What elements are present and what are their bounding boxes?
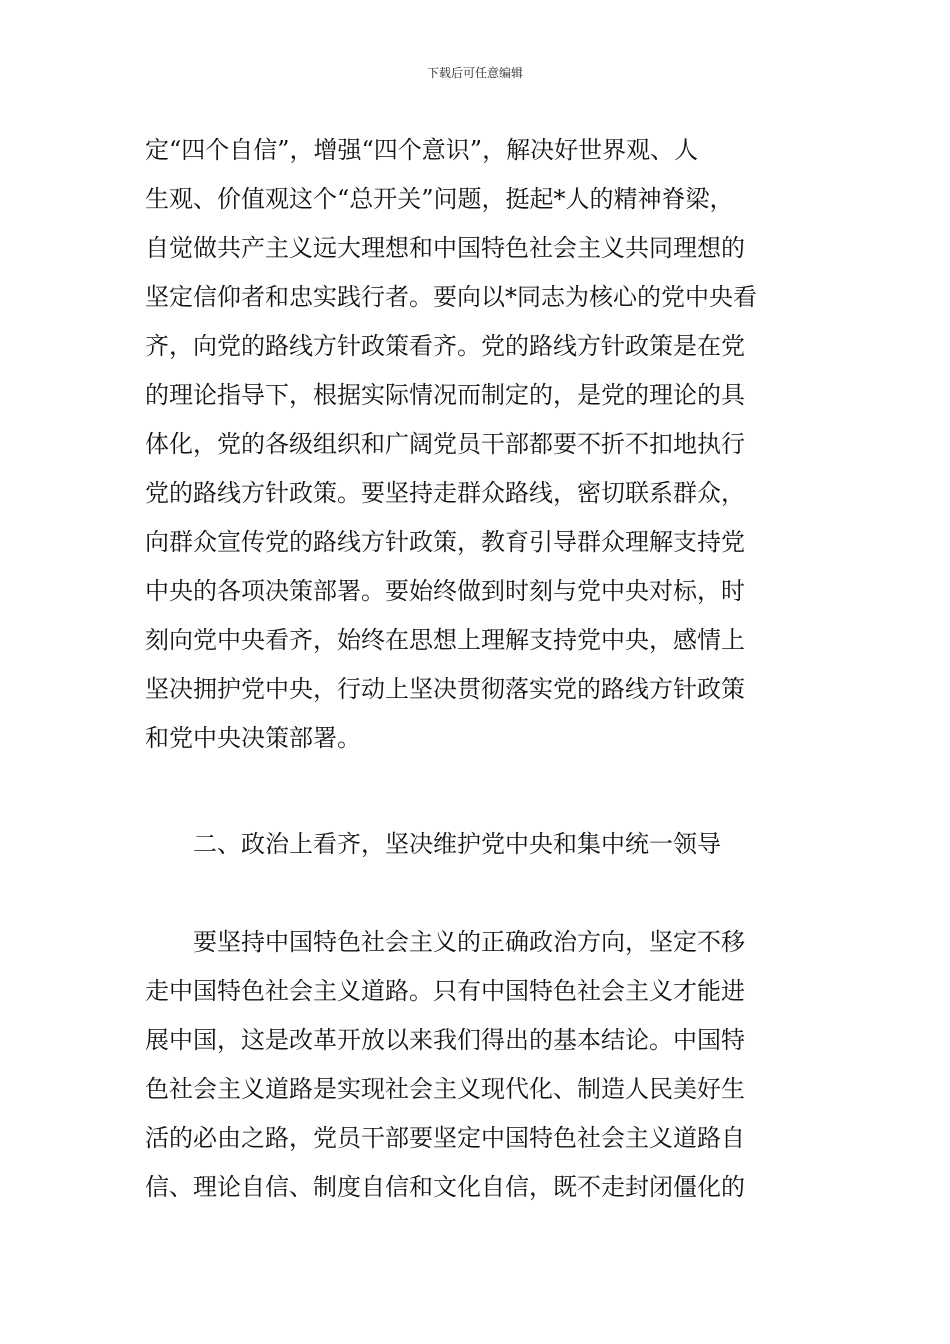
text-line: 信、理论自信、制度自信和文化自信，既不走封闭僵化的 xyxy=(145,1173,745,1201)
text-line: 中央的各项决策部署。要始终做到时刻与党中央对标，时 xyxy=(145,577,745,605)
text-line: 刻向党中央看齐，始终在思想上理解支持党中央，感情上 xyxy=(145,626,745,654)
text-line: 活的必由之路，党员干部要坚定中国特色社会主义道路自 xyxy=(145,1124,745,1152)
text-line: 定“四个自信”，增强“四个意识”，解决好世界观、人 xyxy=(145,136,699,164)
text-line: 党的路线方针政策。要坚持走群众路线，密切联系群众， xyxy=(145,479,745,507)
text-line: 向群众宣传党的路线方针政策，教育引导群众理解支持党 xyxy=(145,528,745,556)
body-paragraph-2 xyxy=(145,918,810,1212)
text-line: 齐，向党的路线方针政策看齐。党的路线方针政策是在党 xyxy=(145,332,745,360)
text-line: 的理论指导下，根据实际情况而制定的，是党的理论的具 xyxy=(145,381,745,409)
text-line: 和党中央决策部署。 xyxy=(145,724,361,752)
text-line: 坚决拥护党中央，行动上坚决贯彻落实党的路线方针政策 xyxy=(145,675,745,703)
text-line: 体化，党的各级组织和广阔党员干部都要不折不扣地执行 xyxy=(145,430,745,458)
text-line: 展中国，这是改革开放以来我们得出的基本结论。中国特 xyxy=(145,1026,745,1054)
text-line: 走中国特色社会主义道路。只有中国特色社会主义才能进 xyxy=(145,977,745,1005)
text-line: 要坚持中国特色社会主义的正确政治方向，坚定不移 xyxy=(193,928,745,956)
text-line: 自觉做共产主义远大理想和中国特色社会主义共同理想的 xyxy=(145,234,745,262)
page-header-note: 下载后可任意编辑 xyxy=(426,66,523,80)
text-line: 色社会主义道路是实现社会主义现代化、制造人民美好生 xyxy=(145,1075,745,1103)
text-line: 坚定信仰者和忠实践行者。要向以*同志为核心的党中央看 xyxy=(145,283,757,311)
text-line: 生观、价值观这个“总开关”问题，挺起*人的精神脊梁， xyxy=(145,185,734,213)
body-paragraph-1 xyxy=(145,126,810,763)
section-heading: 二、政治上看齐，坚决维护党中央和集中统一领导 xyxy=(193,830,721,858)
